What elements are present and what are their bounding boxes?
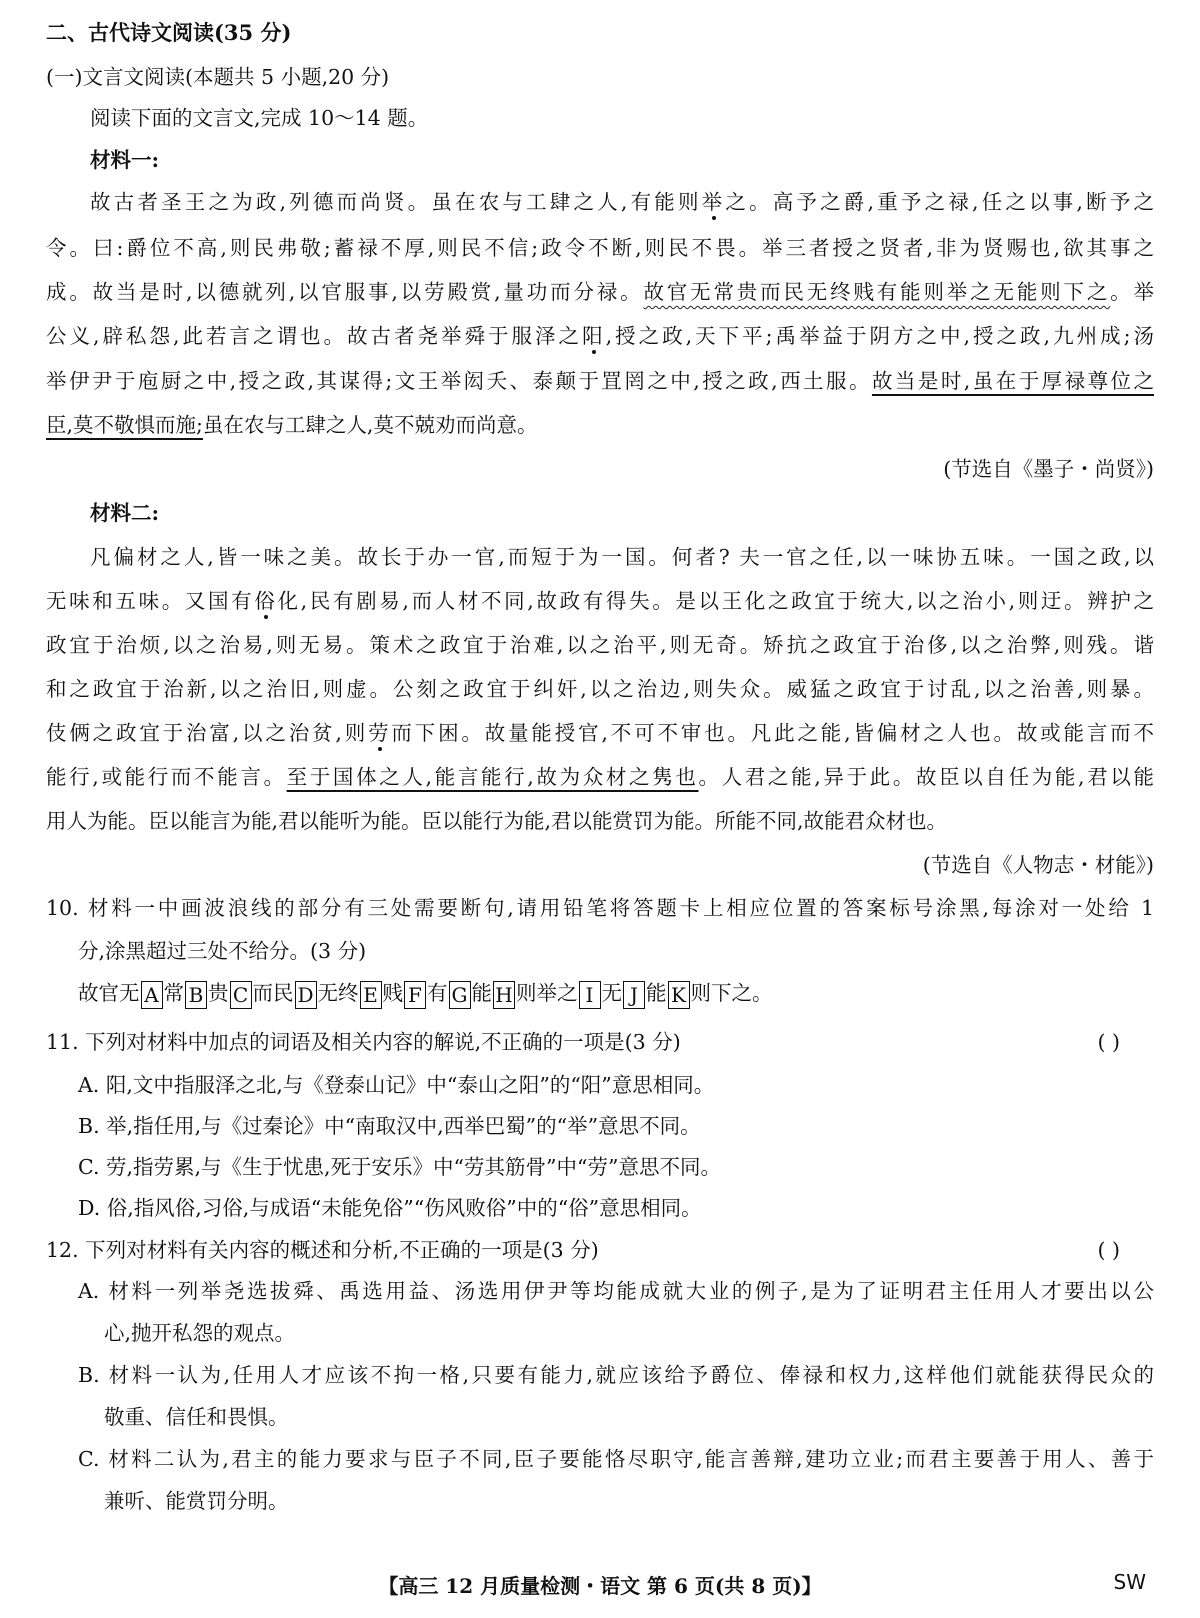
q12-option-c: C. 材料二认为,君主的能力要求与臣子不同,臣子要能恪尽职守,能言善辩,建功立业;而君主要善于用人、善于 (78, 1447, 1154, 1471)
section-subtitle: (一)文言文阅读(本题共 5 小题,20 分) (46, 65, 390, 89)
dotted-char: 举 (701, 190, 726, 214)
q10-text-segment: 能 (471, 981, 492, 1005)
answer-box-j: J (623, 981, 645, 1009)
answer-box-d: D (295, 981, 317, 1009)
answer-box-i: I (579, 981, 601, 1009)
q10-stem: 10. 材料一中画波浪线的部分有三处需要断句,请用铅笔将答题卡上相应位置的答案标号涂黑,每涂对一处给 1 (46, 896, 1154, 920)
q10-text-segment: 则下之。 (690, 981, 773, 1005)
answer-box-b: B (185, 981, 207, 1009)
q10-text-segment: 无 (601, 981, 622, 1005)
q11-option-a: A. 阳,文中指服泽之北,与《登泰山记》中“泰山之阳”的“阳”意思相同。 (78, 1073, 715, 1097)
instruction: 阅读下面的文言文,完成 10～14 题。 (90, 106, 429, 130)
material1-line6: 臣,莫不敬惧而施;虽在农与工肆之人,莫不兢劝而尚意。 (46, 413, 538, 437)
material2-line3: 政宜于治烦,以之治易,则无易。策术之政宜于治难,以之治平,则无奇。矫抗之政宜于治侈,以之治弊,则残。谐 (46, 633, 1154, 657)
answer-box-f: F (404, 981, 426, 1009)
q12-option-c-cont: 兼听、能赏罚分明。 (104, 1489, 289, 1513)
material2-line2: 无味和五味。又国有俗化,民有剧易,而人材不同,故政有得失。是以王化之政宜于统大,以之治小,则迂。辨护之 (46, 589, 1155, 613)
section-title: 二、古代诗文阅读(35 分) (46, 20, 292, 45)
q12-option-b-cont: 敬重、信任和畏惧。 (104, 1405, 289, 1429)
material1-line2: 令。曰:爵位不高,则民弗敬;蓄禄不厚,则民不信;政令不断,则民不畏。举三者授之贤者,非为贤赐也,欲其事之 (46, 236, 1154, 260)
q10-text-segment: 无终 (317, 981, 359, 1005)
q11-option-b: B. 举,指任用,与《过秦论》中“南取汉中,西举巴蜀”的“举”意思不同。 (78, 1114, 701, 1138)
q10-text-segment: 常 (163, 981, 184, 1005)
answer-box-e: E (360, 981, 382, 1009)
q10-text-segment: 故官无 (78, 981, 140, 1005)
q10-text-segment: 贵 (208, 981, 229, 1005)
dotted-char: 阳 (582, 324, 606, 348)
material1-source: (节选自《墨子・尚贤》) (943, 457, 1154, 481)
material1-line4: 公义,辟私怨,此若言之谓也。故古者尧举舜于服泽之阳,授之政,天下平;禹举益于阴方之中,授之政,九州成;汤 (46, 324, 1154, 348)
answer-box-c: C (230, 981, 252, 1009)
material2-source: (节选自《人物志・材能》) (922, 853, 1154, 877)
underlined-text: 故当是时,虽在于厚禄尊位之 (871, 369, 1154, 393)
material2-line6: 能行,或能行而不能言。至于国体之人,能言能行,故为众材之隽也。人君之能,异于此。故臣以自任为能,君以能 (46, 765, 1154, 789)
material2-label: 材料二: (90, 501, 160, 525)
material2-line4: 和之政宜于治新,以之治旧,则虚。公刻之政宜于纠奸,以之治边,则失众。威猛之政宜于讨乱,以之治善,则暴。 (46, 677, 1154, 701)
material1-line3: 成。故当是时,以德就列,以官服事,以劳殿赏,量功而分禄。故官无常贵而民无终贱有能则举之无能则下之。举 (46, 280, 1154, 304)
answer-box-h: H (493, 981, 515, 1009)
footer-code: SW (1113, 1570, 1146, 1594)
q12-option-b: B. 材料一认为,任用人才应该不拘一格,只要有能力,就应该给予爵位、俸禄和权力,这样他们就能获得民众的 (78, 1363, 1154, 1387)
q11-stem: 11. 下列对材料中加点的词语及相关内容的解说,不正确的一项是(3 分) (46, 1030, 681, 1054)
underlined-text: 至于国体之人,能言能行,故为众材之隽也 (286, 765, 699, 789)
dotted-char: 劳 (368, 721, 392, 745)
q10-text-segment: 有 (427, 981, 448, 1005)
q10-text-segment: 而民 (252, 981, 294, 1005)
dotted-char: 俗 (254, 589, 278, 613)
q10-text-segment: 贱 (382, 981, 403, 1005)
material2-line7: 用人为能。臣以能言为能,君以能听为能。臣以能行为能,君以能赏罚为能。所能不同,故能君众材也。 (46, 809, 948, 833)
q12-option-a-cont: 心,抛开私怨的观点。 (104, 1321, 296, 1345)
q11-option-c: C. 劳,指劳累,与《生于忧患,死于安乐》中“劳其筋骨”中“劳”意思不同。 (78, 1155, 721, 1179)
material2-line1: 凡偏材之人,皆一味之美。故长于办一官,而短于为一国。何者? 夫一官之任,以一味协五味。一国之政,以 (90, 545, 1154, 569)
material2-line5: 伎俩之政宜于治富,以之治贫,则劳而下困。故量能授官,不可不审也。凡此之能,皆偏材之人也。故或能言而不 (46, 721, 1154, 745)
wavy-underlined-text: 故官无常贵而民无终贱有能则举之无能则下之 (643, 280, 1111, 304)
q12-stem: 12. 下列对材料有关内容的概述和分析,不正确的一项是(3 分) (46, 1238, 599, 1262)
q11-answer-paren: ( ) (1097, 1030, 1120, 1054)
answer-box-g: G (449, 981, 471, 1009)
material1-label: 材料一: (90, 148, 160, 172)
answer-box-k: K (668, 981, 690, 1009)
underlined-text: 臣,莫不敬惧而施; (46, 413, 203, 437)
q11-option-d: D. 俗,指风俗,习俗,与成语“未能免俗”“伤风败俗”中的“俗”意思相同。 (78, 1196, 702, 1220)
material1-line1: 故古者圣王之为政,列德而尚贤。虽在农与工肆之人,有能则举之。高予之爵,重予之禄,任之以事,断予之 (90, 190, 1155, 214)
q10-break-options (78, 978, 773, 1009)
q10-text-segment: 则举之 (516, 981, 578, 1005)
q10-stem-cont: 分,涂黑超过三处不给分。(3 分) (78, 939, 367, 963)
q10-text-segment: 能 (646, 981, 667, 1005)
answer-box-a: A (141, 981, 163, 1009)
q12-answer-paren: ( ) (1097, 1238, 1120, 1262)
material1-line5: 举伊尹于庖厨之中,授之政,其谋得;文王举闳夭、泰颠于罝罔之中,授之政,西土服。故当是时,虽在于厚禄尊位之 (46, 369, 1154, 393)
q12-option-a: A. 材料一列举尧选拔舜、禹选用益、汤选用伊尹等均能成就大业的例子,是为了证明君主任用人才要出以公 (78, 1279, 1154, 1303)
page-footer: 【高三 12 月质量检测・语文 第 6 页(共 8 页)】 (378, 1574, 822, 1598)
